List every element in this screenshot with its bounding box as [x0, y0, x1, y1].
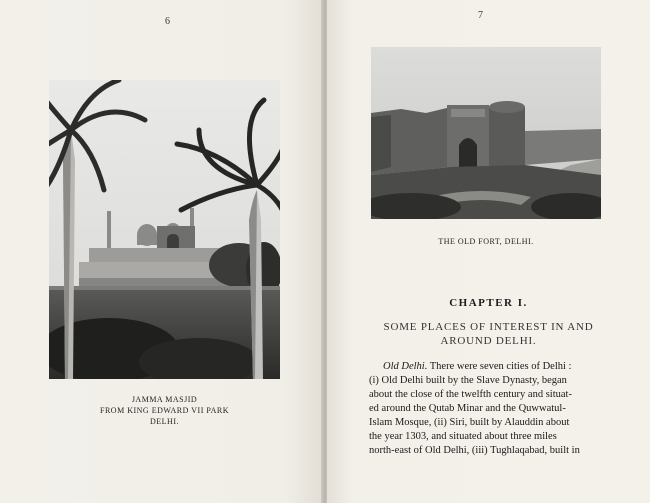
mosque-caption: [49, 394, 280, 427]
body-line-4: ed around the Qutab Minar and the Quwwatul-: [369, 403, 566, 414]
right-page: [327, 0, 650, 503]
body-line-5: Islam Mosque, (ii) Siri, built by Alauddin about: [369, 417, 570, 428]
caption-line-3: DELHI.: [150, 417, 179, 426]
left-page: [0, 0, 323, 503]
jamma-masjid-image: [49, 80, 280, 379]
chapter-heading: CHAPTER I.: [449, 297, 528, 309]
chapter-subtitle-line-2: AROUND DELHI.: [440, 335, 537, 347]
page-number-right: 7: [478, 10, 483, 21]
body-line-1: [369, 360, 617, 374]
body-line-2: (i) Old Delhi built by the Slave Dynasty, began: [369, 375, 567, 386]
mosque-with-palms-photo: [49, 80, 280, 379]
caption-line-2: FROM KING EDWARD VII PARK: [100, 406, 229, 415]
chapter-body: [369, 360, 617, 458]
chapter-subtitle-line-1: SOME PLACES OF INTEREST IN AND: [383, 321, 594, 333]
body-line-1-text: There were seven cities of Delhi :: [427, 361, 572, 372]
caption-line-1: JAMMA MASJID: [131, 395, 198, 404]
body-line-3: about the close of the twelfth century and situat-: [369, 389, 572, 400]
chapter-subtitle: [327, 320, 650, 348]
fort-caption: THE OLD FORT, DELHI.: [438, 237, 534, 246]
page-number-left: 6: [165, 16, 170, 27]
body-line-7: north-east of Old Delhi, (iii) Tughlaqabad, built in: [369, 445, 580, 456]
body-line-1-italic: Old Delhi.: [383, 361, 428, 372]
old-fort-image: [371, 47, 601, 219]
old-fort-photo: [371, 47, 601, 219]
body-line-6: the year 1303, and situated about three miles: [369, 431, 557, 442]
